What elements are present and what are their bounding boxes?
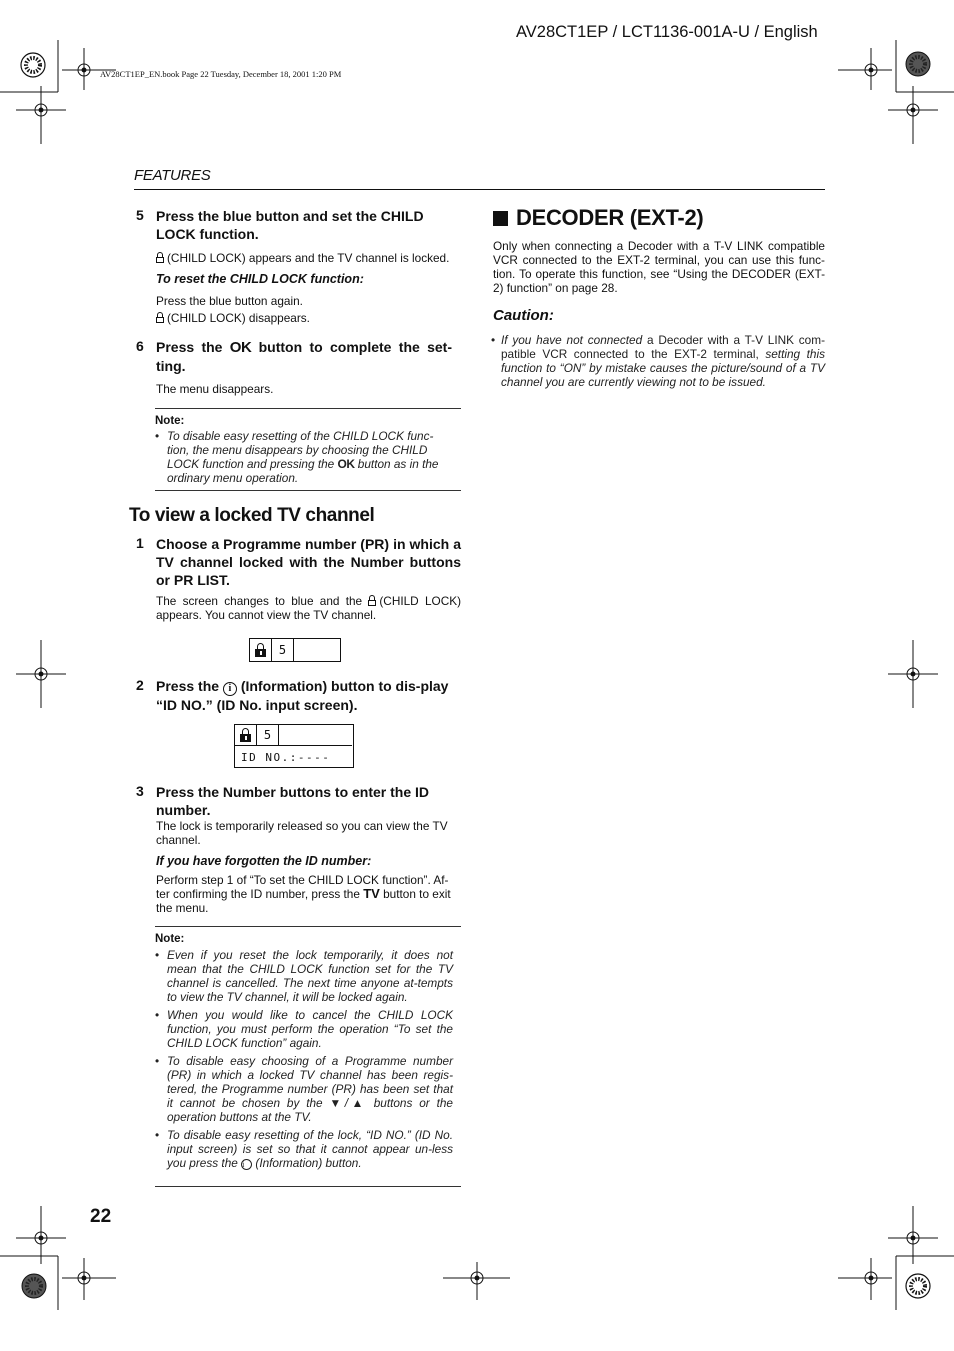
note-item: • To disable easy choosing of a Programme number (PR) in which a locked TV channel has been regis-tered, the Programme number (PR) has been set that it cannot be chosen by the ▼/▲ buttons or the operation buttons at the TV. xyxy=(155,1054,453,1124)
step-6-number: 6 xyxy=(136,338,144,354)
info-icon: i xyxy=(241,1159,252,1170)
step-2-title: Press the i (Information) button to dis-play “ID NO.” (ID No. input screen). xyxy=(156,678,449,713)
section-label: FEATURES xyxy=(134,167,211,184)
osd-channel-number: 5 xyxy=(272,639,294,661)
info-icon: i xyxy=(223,682,237,696)
note-item: • When you would like to cancel the CHILD LOCK function, you must perform the operation “To set the CHILD LOCK function” again. xyxy=(155,1008,453,1050)
reset-line-1: Press the blue button again. xyxy=(156,294,303,308)
note-item: • To disable easy resetting of the CHILD LOCK func-tion, the menu disappears by choosing the CHILD LOCK function and pressing the OK button as in the ordinary menu operation. xyxy=(155,429,439,485)
tv-button-icon: TV xyxy=(363,886,380,901)
osd-id-text: ID NO.:---- xyxy=(241,750,331,764)
step-5-body: (CHILD LOCK) appears and the TV channel is locked. xyxy=(156,251,466,265)
note-item: • To disable easy resetting of the lock, “ID NO.” (ID No. input screen) is set so that it cannot appear un-less you press the i (Information) button. xyxy=(155,1128,453,1170)
step-5-title: Press the blue button and set the CHILD LOCK function. xyxy=(156,208,424,242)
decoder-body: Only when connecting a Decoder with a T-V LINK compatible VCR connected to the EXT-2 terminal, you can use this func-tion. To operate this function, see “Using the DECODER (EXT-2) function” on page 28. xyxy=(493,239,825,295)
step-1-title: Choose a Programme number (PR) in which a TV channel locked with the Number buttons or PR LIST. xyxy=(156,536,461,588)
step-2-number: 2 xyxy=(136,677,144,693)
step-3-title: Press the Number buttons to enter the ID number. xyxy=(156,784,430,818)
book-info: AV28CT1EP_EN.book Page 22 Tuesday, December 18, 2001 1:20 PM xyxy=(100,69,342,79)
reset-line-2: (CHILD LOCK) disappears. xyxy=(156,311,310,325)
reset-heading: To reset the CHILD LOCK function: xyxy=(156,272,364,286)
note-title: Note: xyxy=(155,933,185,945)
osd-channel-number: 5 xyxy=(257,725,279,746)
step-1-body: The screen changes to blue and the (CHILD LOCK) appears. You cannot view the TV channel. xyxy=(156,594,462,622)
header-title: AV28CT1EP / LCT1136-001A-U / English xyxy=(516,23,818,41)
ok-button-icon: OK xyxy=(337,457,355,471)
note-title: Note: xyxy=(155,415,185,427)
note-item: • Even if you reset the lock temporarily, it does not mean that the CHILD LOCK function set for the TV channel is cancelled. The next time anyone at-tempts to view the TV channel, it will be locked again. xyxy=(155,948,453,1004)
step-3-body: The lock is temporarily released so you can view the TV channel. xyxy=(156,819,448,847)
decoder-heading: DECODER (EXT-2) xyxy=(493,205,703,231)
locked-channel-heading: To view a locked TV channel xyxy=(129,505,375,526)
caution-title: Caution: xyxy=(493,307,554,324)
forgot-heading: If you have forgotten the ID number: xyxy=(156,854,372,868)
step-3-number: 3 xyxy=(136,783,144,799)
forgot-body: Perform step 1 of “To set the CHILD LOCK function”. Af-ter confirming the ID number, press the TV button to exit the menu. xyxy=(156,873,451,915)
step-1-number: 1 xyxy=(136,535,144,551)
caution-item: • If you have not connected a Decoder with a T-V LINK com-patible VCR connected to the EXT-2 terminal, setting this function to “ON” by mistake causes the picture/sound of a TV channel you are currently viewing not to be issued. xyxy=(491,333,826,389)
page-number: 22 xyxy=(90,1206,112,1227)
step-5-number: 5 xyxy=(136,207,144,223)
step-6-title: Press the OK button to complete the set-ting. xyxy=(156,339,453,374)
step-6-body: The menu disappears. xyxy=(156,382,274,396)
ok-button-icon: OK xyxy=(229,339,252,356)
